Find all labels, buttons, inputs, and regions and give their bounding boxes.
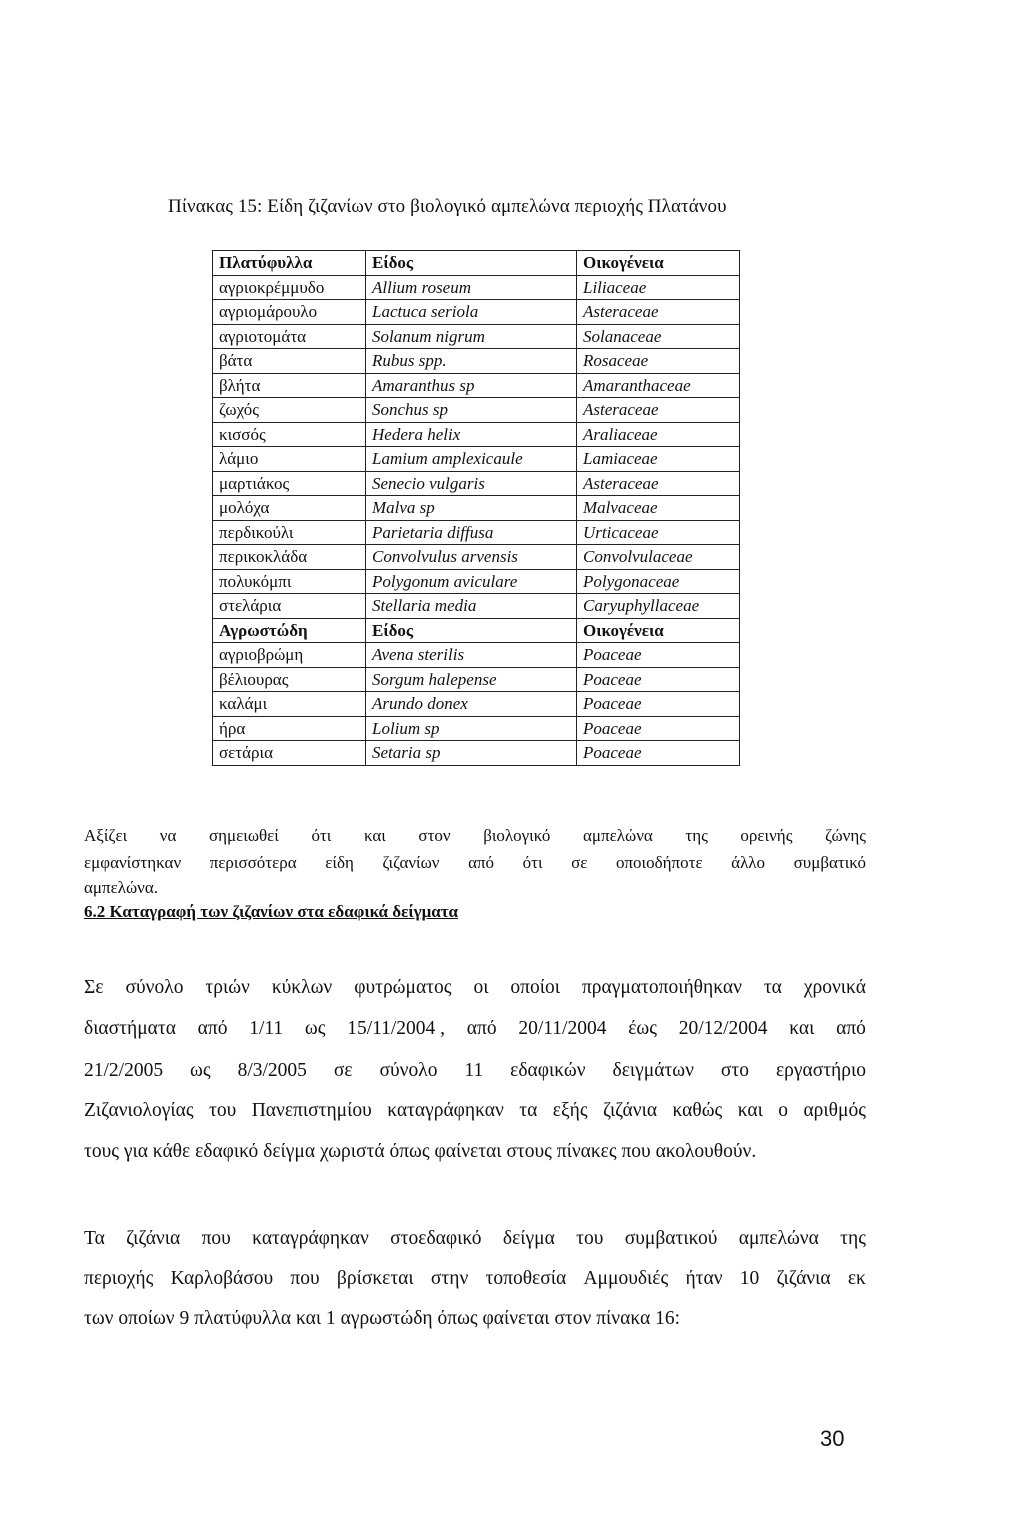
header-cell: Αγρωστώδη (213, 618, 366, 643)
text-line (84, 1100, 866, 1122)
word: 20/12/2004 (678, 1018, 768, 1039)
header-cell: Είδος (366, 251, 577, 276)
word: εκ (847, 1268, 866, 1289)
table-cell: βέλιουρας (213, 667, 366, 692)
word: πραγματοποιήθηκαν (581, 977, 742, 998)
text-line (84, 1228, 866, 1250)
table-cell: Asteraceae (577, 300, 740, 325)
word: αμπελώνα (738, 1228, 819, 1249)
word: ήταν (685, 1268, 723, 1289)
word: από (197, 1018, 228, 1039)
text-line (84, 853, 866, 873)
word: έως (628, 1018, 657, 1039)
word: από (836, 1018, 866, 1039)
table-cell: Parietaria diffusa (366, 520, 577, 545)
table-row (213, 692, 740, 717)
text-line (84, 1268, 866, 1290)
word: διαστήματα (84, 1018, 176, 1039)
table-row (213, 349, 740, 374)
table-cell: Poaceae (577, 692, 740, 717)
table-cell: Sonchus sp (366, 398, 577, 423)
word: τα (519, 1100, 538, 1121)
word: Ζιζανιολογίας (84, 1100, 194, 1121)
table-cell: πολυκόμπι (213, 569, 366, 594)
table-cell: αγριοβρώμη (213, 643, 366, 668)
table-row (213, 716, 740, 741)
word: ότι (522, 853, 543, 872)
word: εμφανίστηκαν (84, 853, 182, 872)
word: οποίοι (510, 977, 560, 998)
word: στο (720, 1060, 749, 1081)
table-row (213, 275, 740, 300)
word: ορεινής (740, 826, 793, 845)
word: και (737, 1100, 763, 1121)
word: στοεδαφικό (390, 1228, 482, 1249)
table-cell: Lamiaceae (577, 447, 740, 472)
word: ζιζανίων (382, 853, 440, 872)
word: σε (571, 853, 588, 872)
table-cell: περδικούλι (213, 520, 366, 545)
table-cell: Amaranthus sp (366, 373, 577, 398)
table-row (213, 422, 740, 447)
word: ως (190, 1060, 211, 1081)
text-line (84, 1141, 866, 1163)
word: και (789, 1018, 815, 1039)
table-cell: Lamium amplexicaule (366, 447, 577, 472)
word: καθώς (672, 1100, 723, 1121)
word: άλλο (731, 853, 766, 872)
header-cell: Οικογένεια (577, 251, 740, 276)
table-row (213, 496, 740, 521)
word: ότι (311, 826, 332, 845)
table-cell: Stellaria media (366, 594, 577, 619)
table-cell: Convolvulaceae (577, 545, 740, 570)
table-row (213, 643, 740, 668)
table-cell: Convolvulus arvensis (366, 545, 577, 570)
word: να (159, 826, 177, 845)
table-cell: Caryuphyllaceae (577, 594, 740, 619)
word: 1/11 (249, 1018, 284, 1039)
text-line (84, 977, 866, 999)
table-cell: καλάμι (213, 692, 366, 717)
word: καταγράφηκαν (387, 1100, 504, 1121)
word: εργαστήριο (775, 1060, 866, 1081)
table-cell: Araliaceae (577, 422, 740, 447)
word: δείγμα (502, 1228, 555, 1249)
word: σε (333, 1060, 353, 1081)
text-line (84, 1060, 866, 1082)
word: περισσότερα (209, 853, 297, 872)
table-row (213, 324, 740, 349)
word: συμβατικό (793, 853, 866, 872)
table-cell: μολόχα (213, 496, 366, 521)
table-cell: αγριοκρέμμυδο (213, 275, 366, 300)
word: συμβατικού (624, 1228, 718, 1249)
table-cell: Asteraceae (577, 398, 740, 423)
table-row (213, 741, 740, 766)
word: Αμμουδιές (583, 1268, 669, 1289)
word: του (209, 1100, 237, 1121)
word: στον (418, 826, 451, 845)
table-cell: Arundo donex (366, 692, 577, 717)
word: είδη (325, 853, 354, 872)
header-cell: Οικογένεια (577, 618, 740, 643)
table-header-row (213, 251, 740, 276)
table-cell: Solanum nigrum (366, 324, 577, 349)
table-cell: στελάρια (213, 594, 366, 619)
table-cell: Lactuca seriola (366, 300, 577, 325)
word: από (468, 853, 495, 872)
word: 20/11/2004 (518, 1018, 607, 1039)
text-line (84, 826, 866, 846)
word: σύνολο (379, 1060, 438, 1081)
table-cell: βάτα (213, 349, 366, 374)
word: 21/2/2005 (84, 1060, 164, 1081)
table-cell: Urticaceae (577, 520, 740, 545)
table-row (213, 447, 740, 472)
word: αμπελώνα (583, 826, 653, 845)
word: Αξίζει (84, 826, 128, 845)
table-cell: Poaceae (577, 716, 740, 741)
table-cell: Poaceae (577, 643, 740, 668)
table-cell: μαρτιάκος (213, 471, 366, 496)
word: τους για κάθε εδαφικό δείγμα χωριστά όπως φαίνεται στους πίνακες που ακολουθούν. (84, 1141, 757, 1162)
table-cell: Avena sterilis (366, 643, 577, 668)
word: Σε (84, 977, 104, 998)
weed-species-table (212, 250, 740, 766)
word: χρονικά (803, 977, 866, 998)
word: αμπελώνα. (84, 878, 159, 897)
table-cell: Lolium sp (366, 716, 577, 741)
header-cell: Πλατύφυλλα (213, 251, 366, 276)
table-cell: Poaceae (577, 741, 740, 766)
word: αριθμός (803, 1100, 866, 1121)
table-row (213, 398, 740, 423)
table-cell: Sorgum halepense (366, 667, 577, 692)
word: φυτρώματος (354, 977, 452, 998)
table-row (213, 667, 740, 692)
table-row (213, 520, 740, 545)
word: που (290, 1268, 320, 1289)
word: του (576, 1228, 604, 1249)
word: οποιοδήποτε (615, 853, 703, 872)
word: περιοχής (84, 1268, 154, 1289)
word: σύνολο (125, 977, 184, 998)
word: Καρλοβάσου (170, 1268, 274, 1289)
table-cell: Poaceae (577, 667, 740, 692)
word: δειγμάτων (612, 1060, 694, 1081)
table-cell: αγριοτομάτα (213, 324, 366, 349)
word: καταγράφηκαν (252, 1228, 369, 1249)
word: ζιζάνια (776, 1268, 831, 1289)
word: ως (304, 1018, 326, 1039)
table-row (213, 594, 740, 619)
table-cell: περικοκλάδα (213, 545, 366, 570)
table-cell: Hedera helix (366, 422, 577, 447)
table-cell: βλήτα (213, 373, 366, 398)
text-line (84, 1018, 866, 1040)
table-cell: Liliaceae (577, 275, 740, 300)
table-cell: Allium roseum (366, 275, 577, 300)
word: τριών (205, 977, 250, 998)
table-row (213, 569, 740, 594)
table-header-row (213, 618, 740, 643)
table-cell: Rubus spp. (366, 349, 577, 374)
word: Τα (84, 1228, 105, 1249)
table-cell: Asteraceae (577, 471, 740, 496)
table-cell: Rosaceae (577, 349, 740, 374)
word: τα (763, 977, 782, 998)
table-cell: Polygonaceae (577, 569, 740, 594)
word: 8/3/2005 (237, 1060, 307, 1081)
text-line (84, 878, 866, 898)
header-cell: Είδος (366, 618, 577, 643)
word: της (685, 826, 708, 845)
word: που (201, 1228, 231, 1249)
word: σημειωθεί (208, 826, 279, 845)
word: κύκλων (271, 977, 333, 998)
word: ο (778, 1100, 789, 1121)
word: ζιζάνια (603, 1100, 658, 1121)
word: βιολογικό (483, 826, 551, 845)
table-cell: κισσός (213, 422, 366, 447)
table-cell: Polygonum aviculare (366, 569, 577, 594)
word: 10 (739, 1268, 760, 1289)
word: της (840, 1228, 866, 1249)
word: Πανεπιστημίου (251, 1100, 372, 1121)
table-row (213, 471, 740, 496)
table-cell: σετάρια (213, 741, 366, 766)
section-heading: 6.2 Καταγραφή των ζιζανίων στα εδαφικά δείγματα (84, 902, 459, 921)
word: 11 (464, 1060, 484, 1081)
word: των οποίων 9 πλατύφυλλα και 1 αγρωστώδη όπως φαίνεται στον πίνακα 16: (84, 1308, 680, 1329)
word: ζιζάνια (126, 1228, 181, 1249)
table-row (213, 373, 740, 398)
table-cell: Solanaceae (577, 324, 740, 349)
table-cell: ζωχός (213, 398, 366, 423)
word: βρίσκεται (336, 1268, 414, 1289)
table-caption: Πίνακας 15: Είδη ζιζανίων στο βιολογικό αμπελώνα περιοχής Πλατάνου (168, 196, 727, 217)
word: 15/11/2004 , (347, 1018, 446, 1039)
word: και (363, 826, 386, 845)
text-line (84, 1308, 866, 1330)
table-cell: Malvaceae (577, 496, 740, 521)
word: οι (473, 977, 489, 998)
word: τοποθεσία (485, 1268, 567, 1289)
table-cell: αγριομάρουλο (213, 300, 366, 325)
table-cell: Senecio vulgaris (366, 471, 577, 496)
word: στην (430, 1268, 469, 1289)
word: από (466, 1018, 497, 1039)
word: ζώνης (825, 826, 866, 845)
word: εδαφικών (510, 1060, 586, 1081)
table-cell: Setaria sp (366, 741, 577, 766)
word: εξής (552, 1100, 588, 1121)
page-number: 30 (820, 1426, 845, 1451)
table-cell: Amaranthaceae (577, 373, 740, 398)
table-row (213, 300, 740, 325)
table-cell: ήρα (213, 716, 366, 741)
table-row (213, 545, 740, 570)
table-cell: λάμιο (213, 447, 366, 472)
table-cell: Malva sp (366, 496, 577, 521)
